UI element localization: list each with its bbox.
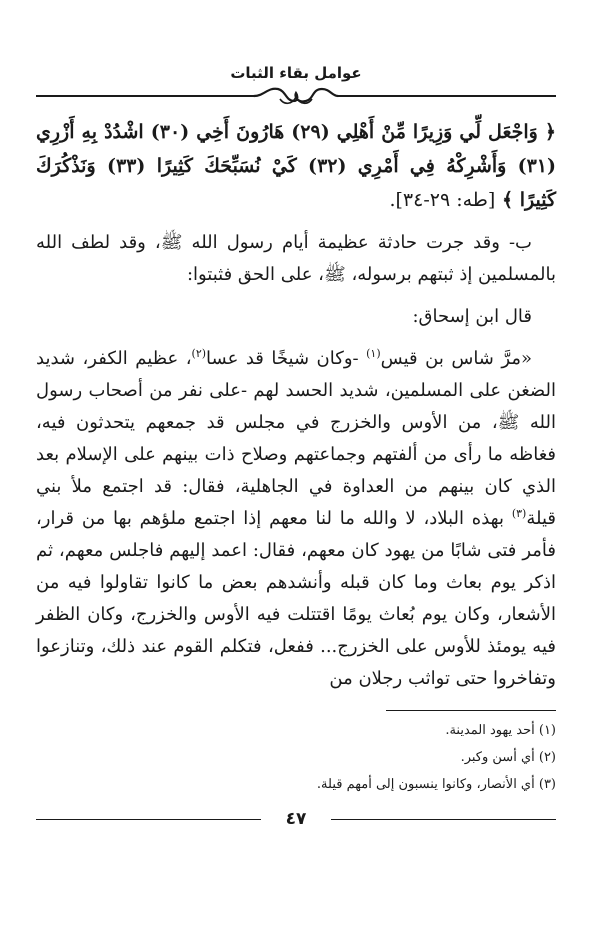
header-title: عوامل بقاء الثبات — [230, 64, 362, 82]
footnote-1: (١) أحد يهود المدينة. — [445, 723, 556, 738]
header-ornament-rule — [36, 83, 556, 109]
page-number: ٤٧ — [285, 809, 307, 829]
ibn-ishaq-intro: قال ابن إسحاق: — [412, 306, 532, 327]
narrative-paragraph — [36, 343, 556, 695]
footnote-ref-2[interactable]: (٢) — [191, 347, 207, 360]
running-header — [36, 63, 556, 83]
paragraph-b: ب- وقد جرت حادثة عظيمة أيام رسول الله ﷺ، وقد لطف الله بالمسلمين إذ ثبتهم برسوله، ﷺ، على الحق فثبتوا: — [36, 232, 556, 285]
quran-reference: [طه: ٢٩-٣٤]. — [389, 189, 496, 211]
footnotes — [36, 717, 556, 798]
quran-line-1: ﴿ وَاجْعَل لِّي وَزِيرًا مِّنْ أَهْلِي (٢٩) هَارُونَ أَخِي (٣٠) اشْدُدْ بِهِ أَزْرِي (٣١) وَأَشْرِكْهُ — [36, 121, 557, 177]
main-text — [36, 115, 556, 695]
book-page — [36, 55, 556, 915]
footnote-ref-3[interactable]: (٣) — [511, 507, 527, 520]
footnote-2: (٢) أي أسن وكبر. — [460, 750, 556, 765]
narrative-part-4: بهذه البلاد، لا والله ما لنا معهم إذا اجتمع ملؤهم بها من قرار، فأمر فتى شابًا من يهود كان معهم، فقال: اعمد إليهم فاجلس معهم، ثم اذكر يوم بعاث وما كان قبله وأنشدهم بعض ما كانوا تقاولوا فيه من الأشعار، وكان يوم بُعاث يومًا اقتتلت فيه الأوس والخزرج، وكان الظفر فيه يومئذ للأوس على الخزرج... ففعل، فتكلم القوم عند ذلك، وتنازعوا وتفاخروا حتى تواثب رجلان من — [36, 508, 556, 689]
narrative-part-1: «مرَّ شاس بن قيس — [380, 348, 532, 369]
page-footer — [36, 809, 556, 829]
narrative-part-3: ، عظيم الكفر، شديد الضغن على المسلمين، شديد الحسد لهم -على نفر من أصحاب رسول الله ﷺ، من الأوس والخزرج في مجلس قد جمعهم يتحدثون فيه، فغاظه ما رأى من ألفتهم وجماعتهم وصلاح ذات بينهم على الإسلام بعد الذي كان بينهم من العداوة في الجاهلية، فقال: قد اجتمع ملأ بني قيلة — [36, 348, 556, 529]
quran-verse — [36, 115, 556, 217]
footnote-3: (٣) أي الأنصار، وكانوا ينسبون إلى أمهم قيلة. — [316, 777, 556, 792]
narrative-part-2: -وكان شيخًا قد عسا — [206, 348, 367, 369]
footnote-separator — [386, 710, 556, 711]
footnote-ref-1[interactable]: (١) — [366, 347, 381, 360]
quran-line-2: فِي أَمْرِي (٣٢) كَيْ نُسَبِّحَكَ كَثِيرًا (٣٣) وَنَذْكُرَكَ كَثِيرًا ﴾ — [36, 155, 556, 211]
